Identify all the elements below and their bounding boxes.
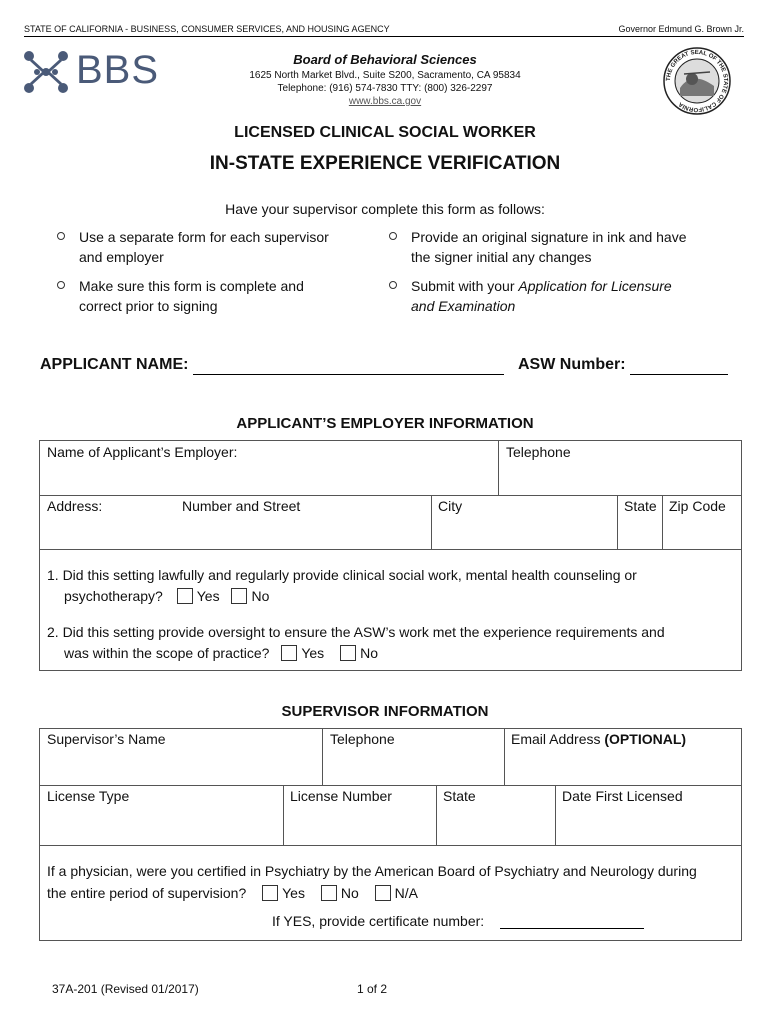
form-title-line2: IN-STATE EXPERIENCE VERIFICATION [209,153,561,174]
license-number-label[interactable]: License Number [290,788,392,804]
employer-state-label[interactable]: State [624,498,657,514]
supervisor-col-divider [283,785,284,845]
asw-number-label: ASW Number: [518,356,626,373]
question-1: 1. Did this setting lawfully and regularly provide clinical social work, mental health counseling or [47,567,637,583]
q1-yes-checkbox[interactable] [177,588,193,604]
bullet-icon [57,232,65,240]
employer-address-label[interactable]: Address: [47,498,103,514]
license-type-label[interactable]: License Type [47,788,130,804]
bullet-icon [389,232,397,240]
q2-no-checkbox[interactable] [340,645,356,661]
supervisor-telephone-label[interactable]: Telephone [330,731,395,747]
question-2: 2. Did this setting provide oversight to ensure the ASW’s work met the experience requirements and [47,624,665,640]
physician-yes-checkbox[interactable] [262,885,278,901]
question-2-answer: was within the scope of practice? Yes No [64,645,378,661]
supervisor-col-divider [555,785,556,845]
date-first-licensed-label[interactable]: Date First Licensed [562,788,683,804]
q1-no-checkbox[interactable] [231,588,247,604]
seal-text: THE GREAT SEAL OF THE STATE OF CALIFORNIA [665,49,729,113]
employer-city-label[interactable]: City [438,498,463,514]
physician-na-checkbox[interactable] [375,885,391,901]
bbs-logo-text: BBS [76,48,160,92]
agency-line: STATE OF CALIFORNIA - BUSINESS, CONSUMER SERVICES, AND HOUSING AGENCY [24,24,390,34]
question-1-answer: psychotherapy? Yes No [64,588,270,604]
supervisor-row-divider [39,785,742,786]
employer-col-divider [662,495,663,549]
supervisor-name-label[interactable]: Supervisor’s Name [47,731,166,747]
certificate-number-field[interactable] [500,928,644,929]
state-seal [662,46,732,116]
employer-row-divider [39,549,742,550]
form-title-line1: LICENSED CLINICAL SOCIAL WORKER [234,124,536,141]
supervisor-heading: SUPERVISOR INFORMATION [281,703,489,720]
state-seal-icon [662,46,732,116]
bullet-icon [57,281,65,289]
board-address: 1625 North Market Blvd., Suite S200, Sacramento, CA 95834 [249,70,521,81]
page-number: 1 of 2 [357,982,388,996]
applicant-name-label: APPLICANT NAME: [40,356,189,373]
employer-col-divider [617,495,618,549]
employer-name-label[interactable]: Name of Applicant’s Employer: [47,444,238,460]
physician-answer: the entire period of supervision? Yes No N/A [47,885,418,901]
employer-telephone-label[interactable]: Telephone [506,444,571,460]
supervisor-col-divider [322,728,323,785]
employer-col-divider [431,495,432,549]
header-divider [24,36,744,37]
instruction-item-2: Provide an original signature in ink and have the signer initial any changes [389,227,687,267]
board-website-link[interactable]: www.bbs.ca.gov [348,96,422,107]
supervisor-col-divider [504,728,505,785]
employer-heading: APPLICANT’S EMPLOYER INFORMATION [236,415,534,432]
governor-line: Governor Edmund G. Brown Jr. [618,24,744,34]
instructions-intro: Have your supervisor complete this form as follows: [225,201,545,217]
board-phone: Telephone: (916) 574-7830 TTY: (800) 326-2297 [277,83,493,94]
physician-question: If a physician, were you certified in Psychiatry by the American Board of Psychiatry and Neurology during [47,863,697,879]
employer-col-divider [498,440,499,495]
employer-zip-label[interactable]: Zip Code [669,498,726,514]
bullet-icon [389,281,397,289]
supervisor-col-divider [436,785,437,845]
instruction-item-3: Make sure this form is complete and correct prior to signing [57,276,304,316]
applicant-name-field[interactable] [193,374,504,375]
form-number: 37A-201 (Revised 01/2017) [52,982,199,996]
instruction-item-1: Use a separate form for each supervisor and employer [57,227,329,267]
physician-no-checkbox[interactable] [321,885,337,901]
asw-number-field[interactable] [630,374,728,375]
license-state-label[interactable]: State [443,788,476,804]
supervisor-table [39,728,742,941]
employer-street-label: Number and Street [182,498,301,514]
supervisor-email-label[interactable]: Email Address (OPTIONAL) [511,731,687,747]
supervisor-row-divider [39,845,742,846]
employer-row-divider [39,495,742,496]
certificate-number-label: If YES, provide certificate number: [272,913,485,929]
board-name: Board of Behavioral Sciences [293,52,477,67]
q2-yes-checkbox[interactable] [281,645,297,661]
instruction-item-4: Submit with your Application for Licensure and Examination [389,276,672,316]
